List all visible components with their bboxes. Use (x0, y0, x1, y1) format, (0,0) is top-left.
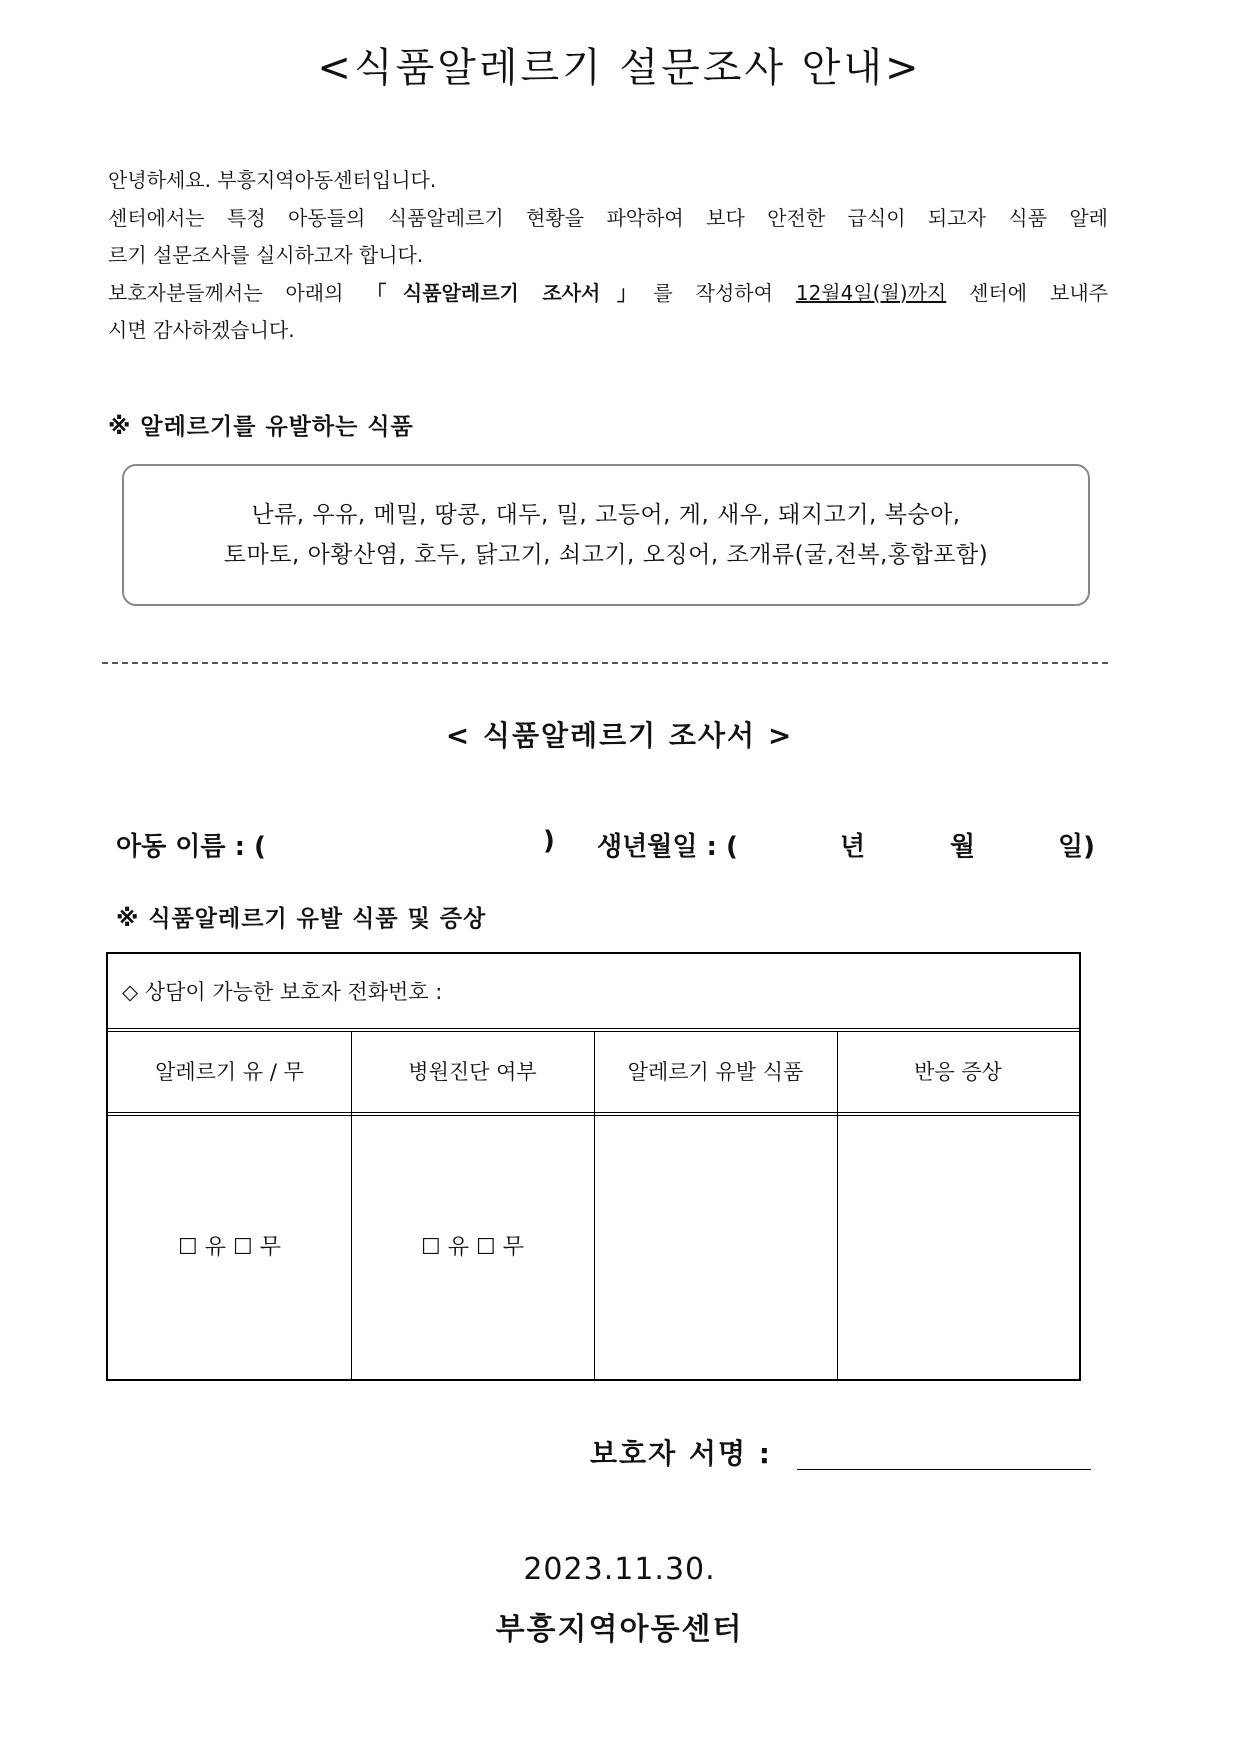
child-name-close: ) (543, 826, 555, 856)
intro-line-greeting: 안녕하세요. 부흥지역아동센터입니다. (108, 168, 437, 192)
reaction-symptoms-field[interactable] (837, 1116, 1079, 1379)
form-title: < 식품알레르기 조사서 > (445, 719, 794, 752)
intro-line-purpose: 센터에서는 특정 아동들의 식품알레르기 현황을 파악하여 보다 안전한 급식이 되고자 식품 알레 (108, 205, 1108, 230)
header-trigger-food: 알레르기 유발 식품 (594, 1032, 837, 1116)
page-title: <식품알레르기 설문조사 안내> (317, 45, 922, 91)
column-divider (837, 1032, 838, 1379)
allergen-food-line-1: 난류, 우유, 메밀, 땅콩, 대두, 밀, 고등어, 게, 새우, 돼지고기, 복숭아, (251, 502, 961, 528)
birthdate-label: 생년월일 : ( (597, 832, 738, 862)
birthdate-month: 월 (950, 832, 976, 862)
intro-line-purpose-cont: 르기 설문조사를 실시하고자 합니다. (108, 243, 424, 267)
birthdate-year: 년 (840, 832, 866, 862)
intro-request-mid: 를 작성하여 (653, 280, 796, 305)
intro-form-name: 「식품알레르기 조사서」 (366, 280, 654, 305)
allergy-survey-table (106, 952, 1081, 1381)
intro-request-post: 센터에 보내주 (946, 280, 1108, 305)
cut-line-divider (102, 662, 1108, 664)
trigger-food-field[interactable] (594, 1116, 837, 1379)
guardian-phone-row[interactable] (108, 954, 1079, 1032)
header-allergy-yes-no: 알레르기 유 / 무 (108, 1032, 351, 1116)
allergen-heading: ※ 알레르기를 유발하는 식품 (108, 414, 414, 440)
document-date: 2023.11.30. (523, 1552, 716, 1587)
column-divider (594, 1032, 595, 1379)
symptom-heading: ※ 식품알레르기 유발 식품 및 증상 (116, 906, 487, 932)
guardian-signature-line[interactable] (797, 1469, 1091, 1470)
intro-text (108, 162, 1108, 350)
intro-request-pre: 보호자분들께서는 아래의 (108, 280, 367, 305)
intro-line-thanks: 시면 감사하겠습니다. (108, 318, 295, 342)
guardian-signature-label: 보호자 서명 : (590, 1437, 772, 1470)
birthdate-day: 일) (1058, 832, 1095, 862)
diagnosis-yes-no-checkboxes[interactable]: ☐ 유 ☐ 무 (421, 1235, 524, 1260)
intro-line-request (108, 275, 1108, 313)
intro-deadline: 12월4일(월)까지 (795, 280, 947, 305)
header-hospital-diagnosis: 병원진단 여부 (351, 1032, 594, 1116)
allergen-food-line-2: 토마토, 아황산염, 호두, 닭고기, 쇠고기, 오징어, 조개류(굴,전복,홍합포함) (223, 542, 989, 568)
allergen-food-box (122, 464, 1090, 606)
guardian-phone-label: ◇ 상담이 가능한 보호자 전화번호 : (122, 980, 443, 1004)
column-divider (351, 1032, 352, 1379)
allergy-yes-no-checkboxes[interactable]: ☐ 유 ☐ 무 (178, 1235, 281, 1260)
child-name-label: 아동 이름 : ( (116, 832, 266, 862)
header-reaction-symptoms: 반응 증상 (837, 1032, 1079, 1116)
center-name: 부흥지역아동센터 (495, 1612, 744, 1647)
